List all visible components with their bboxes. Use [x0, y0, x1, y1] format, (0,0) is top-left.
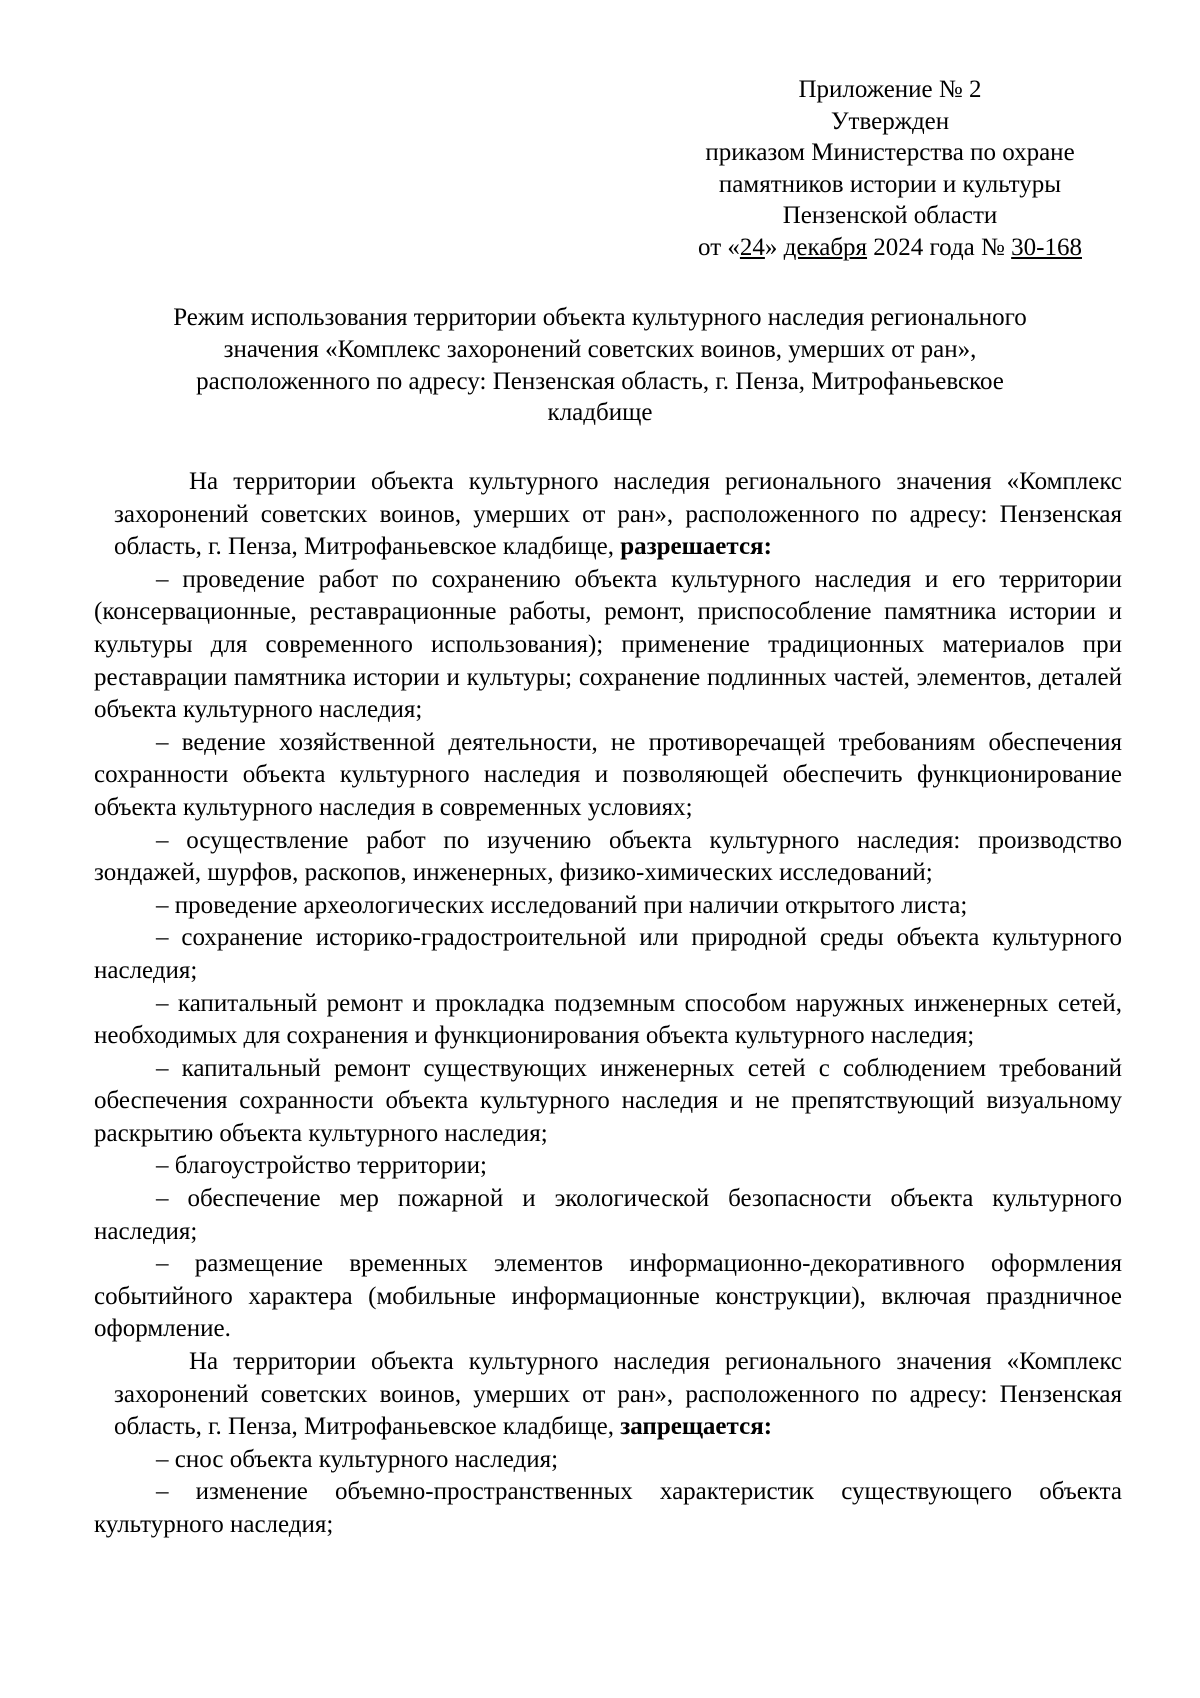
approval-block [660, 74, 1120, 264]
date-prefix: от « [698, 233, 740, 261]
allowed-item: – проведение археологических исследований при наличии открытого листа; [156, 891, 968, 919]
document-body [94, 466, 1122, 1542]
title-line: кладбище [547, 399, 653, 427]
allowed-item: – осуществление работ по изучению объекта культурного наследия: производство зондажей, шурфов, раскопов, инженерных, физико-химических исследований; [94, 826, 1122, 887]
allowed-item: – проведение работ по сохранению объекта культурного наследия и его территории (консервационные, реставрационные работы, ремонт, приспособление памятника истории и культуры для современного использования); применение традиционных материалов при реставрации памятника истории и культуры; сохранение подлинных частей, элементов, деталей объекта культурного наследия; [94, 565, 1122, 724]
allowed-item: – капитальный ремонт существующих инженерных сетей с соблюдением требований обеспечения сохранности объекта культурного наследия и не препятствующий визуальному раскрытию объекта культурного наследия; [94, 1054, 1122, 1147]
forbidden-keyword: запрещается: [620, 1413, 773, 1441]
forbidden-intro-paragraph [94, 1346, 1122, 1444]
order-number: 30-168 [1011, 233, 1082, 261]
document-title [110, 302, 1090, 429]
forbidden-intro-text: На территории объекта культурного наследия регионального значения «Комплекс захоронений советских воинов, умерших от ран», расположенного по адресу: Пензенская область, г. Пенза, Митрофаньевское кладбище, [114, 1348, 1122, 1441]
region-name: Пензенской области [782, 202, 998, 230]
title-line: значения «Комплекс захоронений советских воинов, умерших от ран», [223, 335, 977, 363]
title-line: расположенного по адресу: Пензенская область, г. Пенза, Митрофаньевское [196, 367, 1004, 395]
allowed-item: – сохранение историко-градостроительной или природной среды объекта культурного наследия; [94, 924, 1122, 984]
allowed-item: – ведение хозяйственной деятельности, не противоречащей требованиям обеспечения сохранности объекта культурного наследия и позволяющей обеспечить функционирование объекта культурного наследия в современных условиях; [94, 728, 1122, 821]
order-day: 24 [739, 233, 765, 261]
allowed-keyword: разрешается: [620, 533, 772, 561]
appendix-number: Приложение № 2 [798, 76, 982, 103]
title-line: Режим использования территории объекта культурного наследия регионального [173, 304, 1027, 331]
forbidden-item: – снос объекта культурного наследия; [156, 1445, 559, 1473]
order-by-ministry: приказом Министерства по охране [705, 139, 1075, 167]
ministry-name: памятников истории и культуры [718, 170, 1062, 198]
allowed-item: – благоустройство территории; [156, 1152, 487, 1180]
allowed-item: – капитальный ремонт и прокладка подземным способом наружных инженерных сетей, необходимых для сохранения и функционирования объекта культурного наследия; [94, 989, 1122, 1050]
allowed-item: – размещение временных элементов информационно-декоративного оформления событийного характера (мобильные информационные конструкции), включая праздничное оформление. [94, 1250, 1122, 1343]
approved-label: Утвержден [830, 107, 950, 135]
allowed-intro-text: На территории объекта культурного наследия регионального значения «Комплекс захоронений советских воинов, умерших от ран», расположенного по адресу: Пензенская область, г. Пенза, Митрофаньевское кладбище, [114, 468, 1122, 561]
allowed-item: – обеспечение мер пожарной и экологической безопасности объекта культурного наследия; [94, 1185, 1122, 1245]
order-month: декабря [783, 233, 868, 261]
allowed-intro-paragraph [94, 466, 1122, 564]
order-date-line [660, 232, 1120, 264]
order-year: 2024 года № [867, 233, 1012, 261]
forbidden-item: – изменение объемно-пространственных характеристик существующего объекта культурного наследия; [94, 1478, 1122, 1538]
date-day-suffix: » [764, 233, 784, 261]
